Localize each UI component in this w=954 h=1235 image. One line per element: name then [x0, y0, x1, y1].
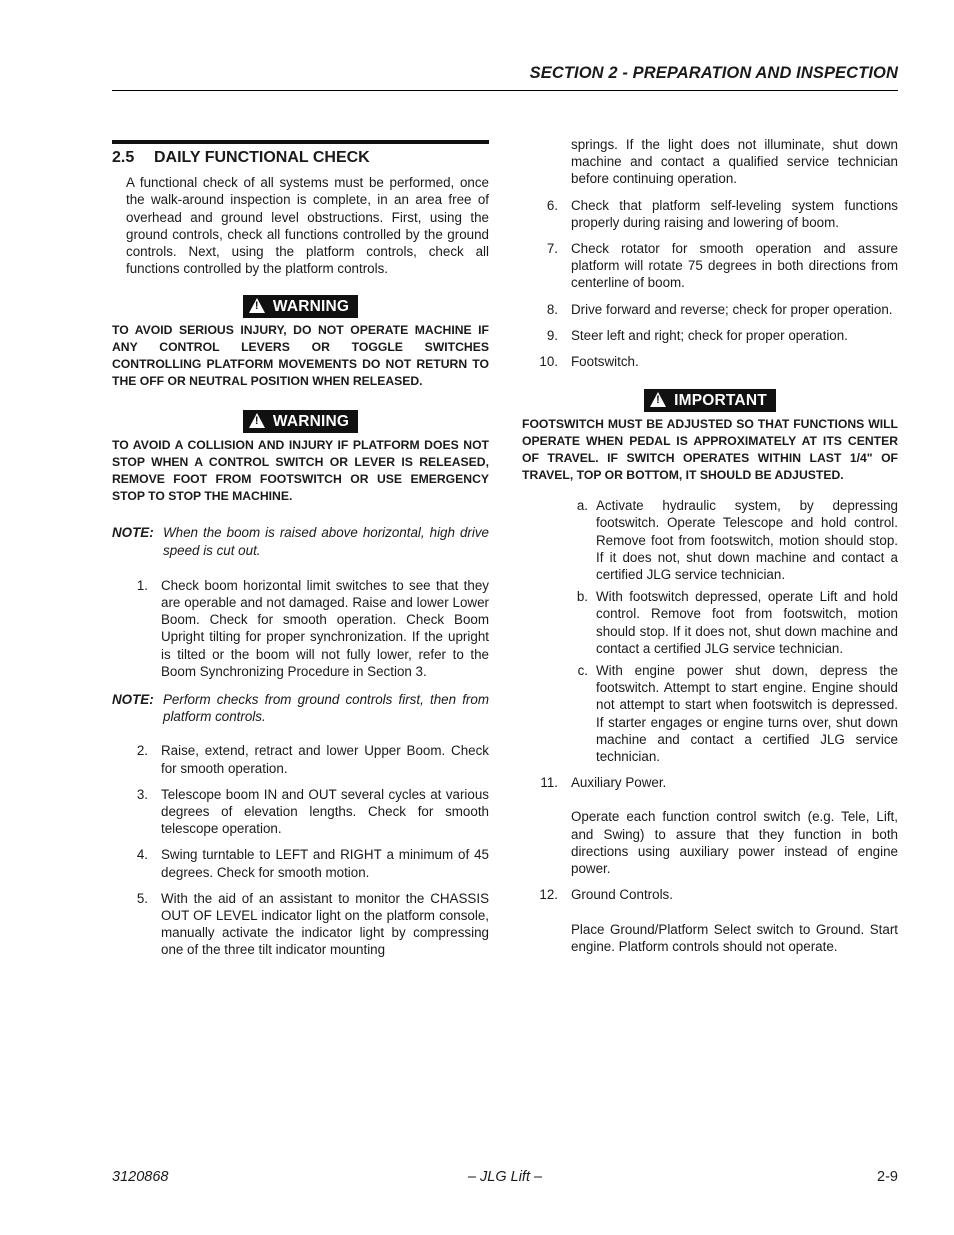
- list-item: [522, 240, 898, 292]
- item-text: Footswitch.: [571, 354, 639, 370]
- item-12-detail: Place Ground/Platform Select switch to Ground. Start engine. Platform controls should not operate.: [571, 921, 898, 954]
- important-badge: [644, 389, 776, 412]
- item-text: Raise, extend, retract and lower Upper Boom. Check for smooth operation.: [161, 743, 489, 776]
- page-header: [112, 64, 898, 91]
- list-item: [112, 742, 489, 776]
- item-number: 6.: [546, 197, 558, 213]
- note-label: NOTE:: [112, 692, 154, 708]
- footswitch-step: [522, 662, 898, 765]
- footer-center: – JLG Lift –: [467, 1169, 543, 1185]
- item-5-continued: springs. If the light does not illuminate, shut down machine and contact a qualified service technician before continuing operation.: [571, 137, 898, 187]
- item-number: 11.: [540, 775, 558, 791]
- item-number: 12.: [539, 887, 558, 903]
- note-text: When the boom is raised above horizontal, high drive speed is cut out.: [163, 525, 489, 558]
- list-item: [522, 301, 898, 318]
- important-text: FOOTSWITCH MUST BE ADJUSTED SO THAT FUNCTIONS WILL OPERATE WHEN PEDAL IS APPROXIMATELY AT ITS CENTER OF TRAVEL. IF SWITCH OPERATES WITHIN LAST 1/4" OF TRAVEL, TOP OR BOTTOM, IT SHOULD BE ADJUSTED.: [522, 417, 898, 483]
- item-11-detail: Operate each function control switch (e.g. Tele, Lift, and Swing) to assure that they function in both directions using auxiliary power instead of engine power.: [571, 809, 898, 877]
- doc-number: 3120868: [112, 1169, 169, 1185]
- left-column: [112, 136, 489, 959]
- item-number: 4.: [136, 847, 148, 863]
- step-letter: c.: [577, 663, 588, 679]
- list-item: [522, 327, 898, 344]
- item-text: Swing turntable to LEFT and RIGHT a minimum of 45 degrees. Check for smooth motion.: [161, 847, 489, 880]
- list-item: [522, 197, 898, 231]
- item-text: Auxiliary Power.: [571, 775, 667, 791]
- item-text: Telescope boom IN and OUT several cycles at various degrees of elevation lengths. Check for smooth telescope operation.: [161, 786, 489, 837]
- item-number: 3.: [136, 786, 148, 802]
- section-number: 2.5: [112, 149, 135, 166]
- important-notice: [522, 389, 898, 412]
- warning-badge: [243, 410, 358, 433]
- warning-1-text: TO AVOID SERIOUS INJURY, DO NOT OPERATE MACHINE IF ANY CONTROL LEVERS OR TOGGLE SWITCHES CONTROLLING PLATFORM MOVEMENTS DO NOT RETURN TO THE OFF OR NEUTRAL POSITION WHEN RELEASED.: [112, 323, 489, 389]
- warning-triangle-icon: [249, 413, 265, 428]
- list-item: [112, 577, 489, 680]
- list-item: [522, 774, 898, 791]
- note-label: NOTE:: [112, 525, 154, 541]
- warning-label: WARNING: [272, 298, 350, 316]
- list-item: [522, 886, 898, 903]
- footswitch-step: [522, 497, 898, 583]
- item-number: 9.: [546, 327, 558, 343]
- item-text: Drive forward and reverse; check for proper operation.: [571, 301, 893, 317]
- section-title: DAILY FUNCTIONAL CHECK: [154, 149, 370, 166]
- warning-triangle-icon: [650, 392, 666, 407]
- item-number: 1.: [136, 577, 148, 593]
- section-header-title: SECTION 2 - PREPARATION AND INSPECTION: [529, 64, 898, 82]
- item-text: Check boom horizontal limit switches to see that they are operable and not damaged. Raise and lower Lower Boom. Check for smooth operation. Check Boom Upright tilting for proper synchronization. If the upright is tilted or the boom will not fully lower, refer to the Boom Synchronizing Procedure in Section 3.: [161, 577, 489, 679]
- section-intro: A functional check of all systems must be performed, once the walk-around inspection is complete, in an area free of overhead and ground level obstructions. First, using the ground controls, check all functions controlled by the ground controls. Next, using the platform controls, check all functions controlled by the platform controls.: [126, 175, 489, 277]
- item-number: 2.: [136, 743, 148, 759]
- note-2: [112, 691, 489, 725]
- item-text: Ground Controls.: [571, 887, 673, 903]
- warning-badge: [243, 295, 358, 318]
- item-text: With the aid of an assistant to monitor the CHASSIS OUT OF LEVEL indicator light on the platform console, manually activate the indicator light by compressing one of the three tilt indicator mounting: [161, 890, 489, 958]
- item-number: 10.: [539, 354, 558, 370]
- step-text: With footswitch depressed, operate Lift and hold control. Remove foot from footswitch, motion should stop. If it does not, shut down machine and contact a certified JLG service technician.: [596, 589, 898, 656]
- warning-triangle-icon: [249, 298, 265, 313]
- item-text: Check rotator for smooth operation and assure platform will rotate 75 degrees in both directions from centerline of boom.: [571, 241, 898, 291]
- warning-2: [112, 410, 489, 433]
- note-text: Perform checks from ground controls first, then from platform controls.: [163, 692, 489, 725]
- footswitch-step: [522, 588, 898, 657]
- list-item: [522, 353, 898, 370]
- step-letter: a.: [576, 498, 588, 514]
- warning-1: [112, 295, 489, 318]
- right-column: [522, 136, 898, 955]
- step-text: Activate hydraulic system, by depressing footswitch. Operate Telescope and hold control. Remove foot from footswitch, motion should stop. If it does not, shut down machine and contact a certified JLG service technician.: [596, 498, 898, 583]
- item-text: Steer left and right; check for proper operation.: [571, 327, 848, 343]
- list-item: [112, 786, 489, 838]
- item-number: 7.: [546, 241, 558, 257]
- item-number: 5.: [136, 890, 148, 906]
- item-text: Check that platform self-leveling system functions properly during raising and lowering of boom.: [571, 197, 898, 230]
- warning-label: WARNING: [272, 413, 350, 431]
- list-item: [112, 890, 489, 959]
- important-label: IMPORTANT: [674, 392, 767, 410]
- item-number: 8.: [546, 301, 558, 317]
- section-heading: [112, 140, 489, 166]
- page-number: 2-9: [877, 1169, 898, 1185]
- step-text: With engine power shut down, depress the footswitch. Attempt to start engine. Engine should not attempt to start when footswitch is depressed. If starter engages or engine turns over, shut down machine and contact a certified JLG service technician.: [596, 663, 898, 765]
- step-letter: b.: [576, 589, 588, 605]
- note-1: [112, 524, 489, 558]
- list-item: [112, 846, 489, 880]
- warning-2-text: TO AVOID A COLLISION AND INJURY IF PLATFORM DOES NOT STOP WHEN A CONTROL SWITCH OR LEVER IS RELEASED, REMOVE FOOT FROM FOOTSWITCH OR USE EMERGENCY STOP TO STOP THE MACHINE.: [112, 438, 489, 504]
